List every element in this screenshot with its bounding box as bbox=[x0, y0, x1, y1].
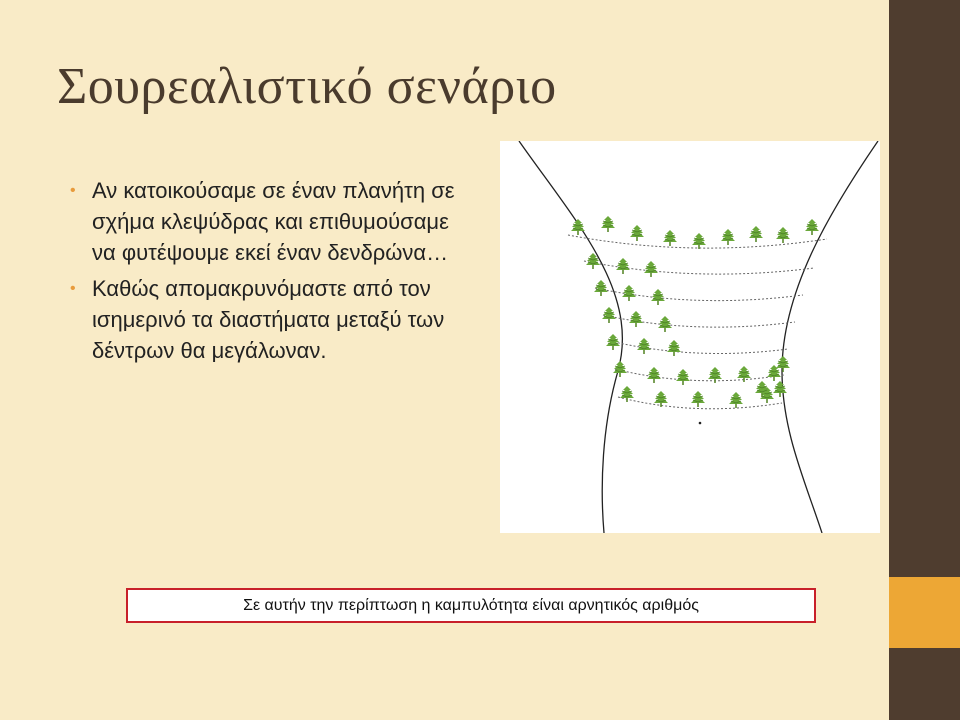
tree-icon bbox=[654, 391, 668, 407]
tree-icon bbox=[616, 258, 630, 274]
tree-icon bbox=[630, 225, 644, 241]
center-dot bbox=[699, 422, 702, 425]
tree-icon bbox=[721, 229, 735, 245]
tree-icon bbox=[620, 386, 634, 402]
hourglass-diagram bbox=[500, 141, 880, 533]
tree-icon bbox=[691, 391, 705, 407]
tree-icon bbox=[651, 289, 665, 305]
tree-icon bbox=[749, 226, 763, 242]
tree-icon bbox=[637, 338, 651, 354]
tree-icon bbox=[773, 381, 787, 397]
tree-icon bbox=[805, 219, 819, 235]
tree-icon bbox=[601, 216, 615, 232]
tree-icon bbox=[647, 367, 661, 383]
hourglass-figure bbox=[500, 141, 880, 533]
tree-icon bbox=[729, 392, 743, 408]
tree-icon bbox=[613, 361, 627, 377]
bullet-item bbox=[70, 175, 470, 268]
hourglass-right-edge bbox=[782, 141, 878, 533]
note-box bbox=[126, 588, 816, 623]
note-text: Σε αυτήν την περίπτωση η καμπυλότητα είναι αρνητικός αριθμός bbox=[243, 596, 699, 614]
bullet-item bbox=[70, 273, 470, 366]
tree-icon bbox=[606, 334, 620, 350]
tree-icon bbox=[658, 316, 672, 332]
tree-icon bbox=[622, 285, 636, 301]
bullet-text: Καθώς απομακρυνόμαστε από τον ισημερινό τα διαστήματα μεταξύ των δέντρων θα μεγάλωναν. bbox=[92, 276, 445, 363]
bullet-list bbox=[70, 175, 470, 371]
tree-icon bbox=[571, 219, 585, 235]
tree-icon bbox=[594, 280, 608, 296]
bullet-text: Αν κατοικούσαμε σε έναν πλανήτη σε σχήμα κλεψύδρας και επιθυμούσαμε να φυτέψουμε εκεί έναν δενδρώνα… bbox=[92, 178, 455, 265]
tree-icon bbox=[602, 307, 616, 323]
sidebar-accent-block bbox=[889, 577, 960, 648]
tree-icon bbox=[667, 340, 681, 356]
tree-icon bbox=[663, 230, 677, 246]
bullet-dot-icon: • bbox=[70, 280, 76, 297]
slide-title: Σουρεαλιστικό σενάριο bbox=[57, 58, 557, 115]
tree-icon bbox=[776, 356, 790, 372]
tree-icon bbox=[692, 233, 706, 249]
hourglass-left-edge bbox=[519, 141, 622, 533]
tree-icon bbox=[776, 227, 790, 243]
bullet-dot-icon: • bbox=[70, 182, 76, 199]
tree-icon bbox=[629, 311, 643, 327]
tree-icon bbox=[644, 261, 658, 277]
tree-icon bbox=[676, 369, 690, 385]
